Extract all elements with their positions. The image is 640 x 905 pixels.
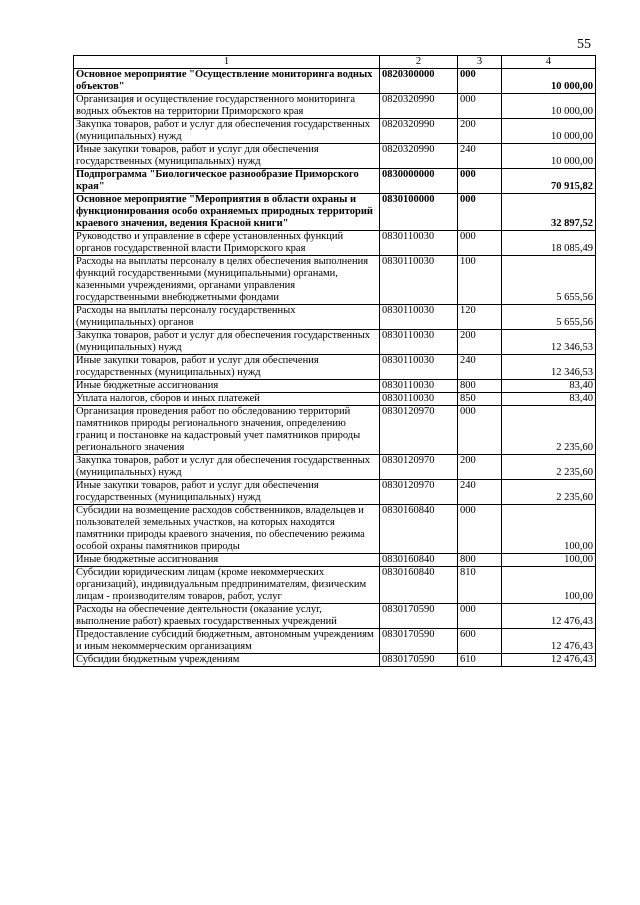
expense-type-cell: 200 [458, 119, 502, 144]
target-code-cell: 0830110030 [380, 231, 458, 256]
amount-cell: 2 235,60 [502, 455, 596, 480]
expense-type-cell: 000 [458, 231, 502, 256]
target-code-cell: 0820320990 [380, 119, 458, 144]
expense-type-cell: 200 [458, 330, 502, 355]
amount-cell: 83,40 [502, 393, 596, 406]
amount-cell: 2 235,60 [502, 406, 596, 455]
table-row [74, 455, 596, 480]
target-code-cell: 0830110030 [380, 305, 458, 330]
table-row [74, 144, 596, 169]
target-code-cell: 0830100000 [380, 194, 458, 231]
column-header: 4 [502, 56, 596, 69]
item-name-cell: Закупка товаров, работ и услуг для обеспечения государственных (муниципальных) нужд [74, 455, 380, 480]
amount-cell: 12 476,43 [502, 654, 596, 667]
item-name-cell: Иные закупки товаров, работ и услуг для обеспечения государственных (муниципальных) нужд [74, 144, 380, 169]
expense-type-cell: 800 [458, 554, 502, 567]
amount-cell: 100,00 [502, 567, 596, 604]
target-code-cell: 0830110030 [380, 393, 458, 406]
table-row [74, 505, 596, 554]
budget-table [73, 55, 596, 667]
expense-type-cell: 240 [458, 144, 502, 169]
item-name-cell: Основное мероприятие "Мероприятия в области охраны и функционирования особо охраняемых природных территорий краевого значения, ведения Красной книги" [74, 194, 380, 231]
expense-type-cell: 100 [458, 256, 502, 305]
target-code-cell: 0830160840 [380, 567, 458, 604]
table-row [74, 629, 596, 654]
target-code-cell: 0830160840 [380, 505, 458, 554]
target-code-cell: 0830160840 [380, 554, 458, 567]
target-code-cell: 0830110030 [380, 256, 458, 305]
item-name-cell: Иные бюджетные ассигнования [74, 554, 380, 567]
item-name-cell: Расходы на выплаты персоналу в целях обеспечения выполнения функций государственными (муниципальными) органами, казенными учреждениями, органами управления государственными внебюджетными фондами [74, 256, 380, 305]
table-row [74, 330, 596, 355]
table-row [74, 554, 596, 567]
table-row [74, 256, 596, 305]
target-code-cell: 0830170590 [380, 604, 458, 629]
target-code-cell: 0830110030 [380, 380, 458, 393]
expense-type-cell: 000 [458, 604, 502, 629]
target-code-cell: 0830120970 [380, 480, 458, 505]
table-row [74, 69, 596, 94]
amount-cell: 12 476,43 [502, 604, 596, 629]
amount-cell: 10 000,00 [502, 119, 596, 144]
target-code-cell: 0830110030 [380, 330, 458, 355]
item-name-cell: Основное мероприятие "Осуществление мониторинга водных объектов" [74, 69, 380, 94]
amount-cell: 32 897,52 [502, 194, 596, 231]
amount-cell: 10 000,00 [502, 69, 596, 94]
target-code-cell: 0820320990 [380, 94, 458, 119]
table-row [74, 305, 596, 330]
amount-cell: 100,00 [502, 554, 596, 567]
item-name-cell: Подпрограмма "Биологическое разнообразие Приморского края" [74, 169, 380, 194]
column-header: 2 [380, 56, 458, 69]
item-name-cell: Субсидии на возмещение расходов собственников, владельцев и пользователей земельных участков, на которых находятся памятники природы краевого значения, по обеспечению режима особой охраны памятников природы [74, 505, 380, 554]
item-name-cell: Расходы на выплаты персоналу государственных (муниципальных) органов [74, 305, 380, 330]
amount-cell: 10 000,00 [502, 144, 596, 169]
item-name-cell: Руководство и управление в сфере установленных функций органов государственной власти Приморского края [74, 231, 380, 256]
item-name-cell: Иные закупки товаров, работ и услуг для обеспечения государственных (муниципальных) нужд [74, 355, 380, 380]
table-row [74, 194, 596, 231]
amount-cell: 12 346,53 [502, 330, 596, 355]
expense-type-cell: 000 [458, 194, 502, 231]
target-code-cell: 0830110030 [380, 355, 458, 380]
expense-type-cell: 240 [458, 480, 502, 505]
table-row [74, 480, 596, 505]
expense-type-cell: 120 [458, 305, 502, 330]
expense-type-cell: 810 [458, 567, 502, 604]
table-row [74, 169, 596, 194]
item-name-cell: Организация и осуществление государственного мониторинга водных объектов на территории Приморского края [74, 94, 380, 119]
target-code-cell: 0820300000 [380, 69, 458, 94]
expense-type-cell: 000 [458, 169, 502, 194]
expense-type-cell: 200 [458, 455, 502, 480]
target-code-cell: 0830000000 [380, 169, 458, 194]
amount-cell: 2 235,60 [502, 480, 596, 505]
expense-type-cell: 850 [458, 393, 502, 406]
table-row [74, 604, 596, 629]
table-row [74, 380, 596, 393]
item-name-cell: Уплата налогов, сборов и иных платежей [74, 393, 380, 406]
column-header: 1 [74, 56, 380, 69]
table-row [74, 94, 596, 119]
amount-cell: 100,00 [502, 505, 596, 554]
item-name-cell: Иные бюджетные ассигнования [74, 380, 380, 393]
item-name-cell: Закупка товаров, работ и услуг для обеспечения государственных (муниципальных) нужд [74, 119, 380, 144]
table-row [74, 654, 596, 667]
amount-cell: 83,40 [502, 380, 596, 393]
amount-cell: 70 915,82 [502, 169, 596, 194]
expense-type-cell: 000 [458, 94, 502, 119]
item-name-cell: Субсидии юридическим лицам (кроме некоммерческих организаций), индивидуальным предпринимателям, физическим лицам - производителям товаров, работ, услуг [74, 567, 380, 604]
expense-type-cell: 000 [458, 406, 502, 455]
amount-cell: 18 085,49 [502, 231, 596, 256]
item-name-cell: Закупка товаров, работ и услуг для обеспечения государственных (муниципальных) нужд [74, 330, 380, 355]
header-row [74, 56, 596, 69]
table-row [74, 406, 596, 455]
expense-type-cell: 000 [458, 505, 502, 554]
page-number: 55 [577, 37, 591, 52]
item-name-cell: Субсидии бюджетным учреждениям [74, 654, 380, 667]
amount-cell: 12 346,53 [502, 355, 596, 380]
amount-cell: 5 655,56 [502, 256, 596, 305]
target-code-cell: 0830120970 [380, 406, 458, 455]
amount-cell: 10 000,00 [502, 94, 596, 119]
expense-type-cell: 800 [458, 380, 502, 393]
expense-type-cell: 600 [458, 629, 502, 654]
target-code-cell: 0830170590 [380, 629, 458, 654]
table-row [74, 567, 596, 604]
amount-cell: 12 476,43 [502, 629, 596, 654]
target-code-cell: 0820320990 [380, 144, 458, 169]
table-row [74, 355, 596, 380]
table-row [74, 393, 596, 406]
column-header: 3 [458, 56, 502, 69]
item-name-cell: Организация проведения работ по обследованию территорий памятников природы регионального значения, определению границ и постановке на кадастровый учет памятников природы регионального значения [74, 406, 380, 455]
item-name-cell: Иные закупки товаров, работ и услуг для обеспечения государственных (муниципальных) нужд [74, 480, 380, 505]
expense-type-cell: 610 [458, 654, 502, 667]
table-row [74, 231, 596, 256]
amount-cell: 5 655,56 [502, 305, 596, 330]
target-code-cell: 0830170590 [380, 654, 458, 667]
item-name-cell: Расходы на обеспечение деятельности (оказание услуг, выполнение работ) краевых государственных учреждений [74, 604, 380, 629]
table-row [74, 119, 596, 144]
item-name-cell: Предоставление субсидий бюджетным, автономным учреждениям и иным некоммерческим организациям [74, 629, 380, 654]
expense-type-cell: 240 [458, 355, 502, 380]
expense-type-cell: 000 [458, 69, 502, 94]
target-code-cell: 0830120970 [380, 455, 458, 480]
